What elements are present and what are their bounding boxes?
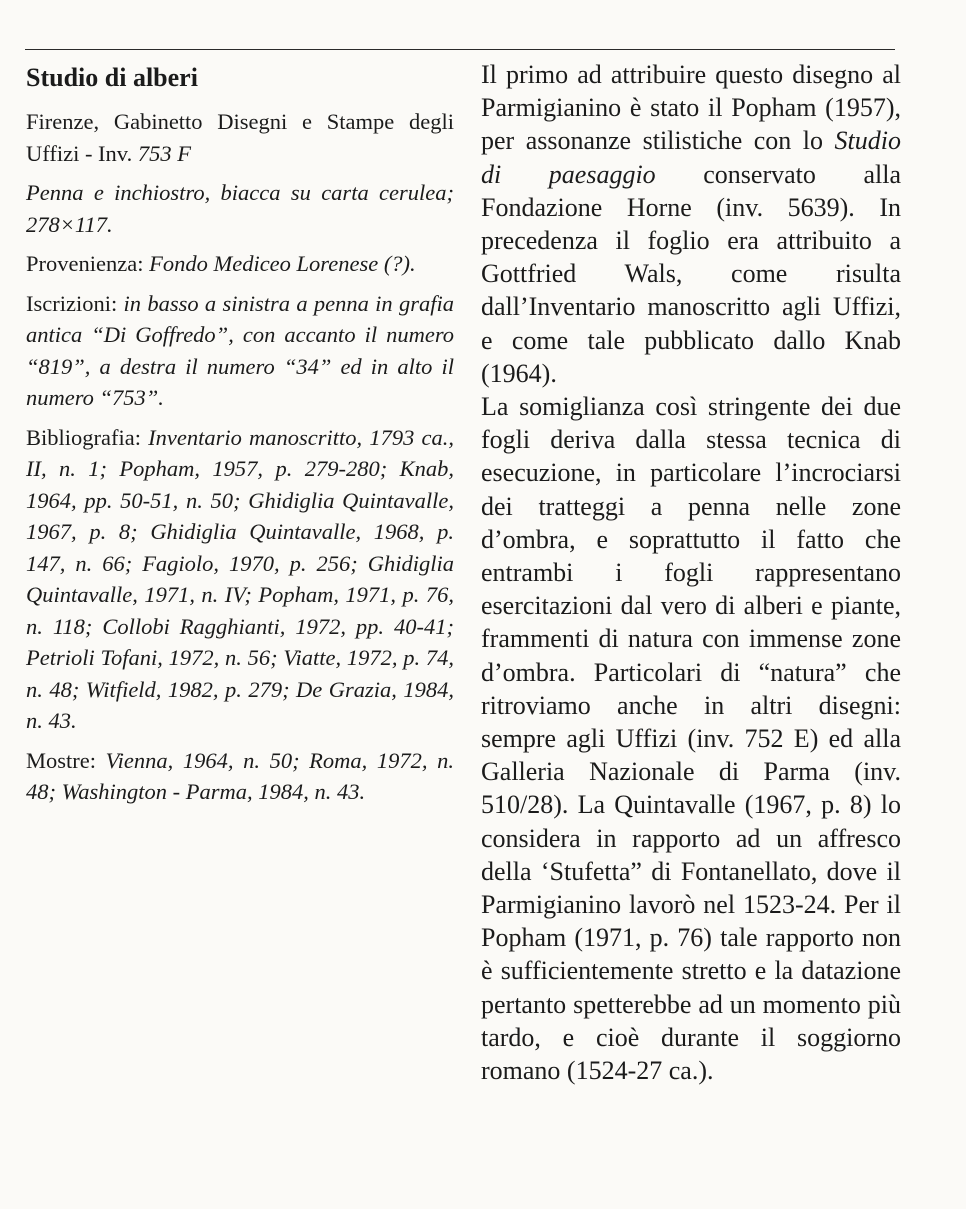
location-text: Firenze, Gabinetto Disegni e Stampe degli Uffizi - Inv. (26, 109, 454, 166)
inventory-number: 753 F (137, 140, 191, 166)
entry-title: Studio di alberi (26, 63, 198, 92)
bibliography-label: Bibliografia: (26, 424, 141, 450)
commentary (481, 58, 901, 1087)
commentary-paragraph-1 (481, 58, 901, 390)
provenance-value: Fondo Mediceo Lorenese (?). (149, 251, 416, 276)
bibliography-value: Inventario manoscritto, 1793 ca., II, n. 1; Popham, 1957, p. 279-280; Knab, 1964, pp. 50-51, n. 50; Ghidiglia Quintavalle, 1967, p. 8; Ghidiglia Quintavalle, 1968, p. 147, n. 66; Fagiolo, 1970, p. 256; Ghidiglia Quintavalle, 1971, n. IV; Popham, 1971, p. 76, n. 118; Collobi Ragghianti, 1972, pp. 40-41; Petrioli Tofani, 1972, n. 56; Viatte, 1972, p. 74, n. 48; Witfield, 1982, p. 279; De Grazia, 1984, n. 43. (26, 424, 454, 733)
catalog-entry (26, 58, 454, 816)
entry-inscriptions (26, 288, 454, 414)
commentary-p1-title: Studio di paesaggio (481, 126, 901, 189)
entry-location (26, 106, 454, 169)
provenance-label: Provenienza: (26, 251, 144, 276)
commentary-paragraph-2: La somiglianza così stringente dei due fogli deriva dalla stessa tecnica di esecuzione, in particolare l’incrociarsi dei tratteggi a penna nelle zone d’ombra, e soprattutto il fatto che entrambi i fogli rappresentano esercitazioni dal vero di alberi e piante, frammenti di natura con immense zone d’ombra. Particolari di “natura” che ritroviamo anche in altri disegni: sempre agli Uffizi (inv. 752 E) ed alla Galleria Nazionale di Parma (inv. 510/28). La Quintavalle (1967, p. 8) lo considera in rapporto ad un affresco della ‘Stufetta” di Fontanellato, dove il Parmigianino lavorò nel 1523-24. Per il Popham (1971, p. 76) tale rapporto non è sufficientemente stretto e la datazione pertanto spetterebbe ad un momento più tardo, e cioè durante il soggiorno romano (1524-27 ca.). (481, 392, 901, 1086)
exhibitions-value: Vienna, 1964, n. 50; Roma, 1972, n. 48; Washington - Parma, 1984, n. 43. (26, 747, 454, 804)
entry-provenance (26, 248, 454, 280)
commentary-p1-a: Il primo ad attribuire questo disegno al Parmigianino è stato il Popham (1957), per assonanze stilistiche con lo (481, 60, 901, 156)
inscriptions-value: in basso a sinistra a penna in grafia antica “Di Goffredo”, con accanto il numero “819”, a destra il numero “34” ed in alto il numero “753”. (26, 290, 454, 410)
entry-technique: Penna e inchiostro, biacca su carta cerulea; 278×117. (26, 180, 454, 237)
inscriptions-label: Iscrizioni: (26, 290, 118, 316)
entry-exhibitions (26, 745, 454, 808)
commentary-p1-b: conservato alla Fondazione Horne (inv. 5639). In precedenza il foglio era attribuito a Gottfried Wals, come risulta dall’Inventario manoscritto agli Uffizi, e come tale pubblicato dallo Knab (1964). (481, 159, 901, 388)
top-rule (25, 49, 895, 50)
entry-bibliography (26, 422, 454, 737)
exhibitions-label: Mostre: (26, 747, 96, 773)
